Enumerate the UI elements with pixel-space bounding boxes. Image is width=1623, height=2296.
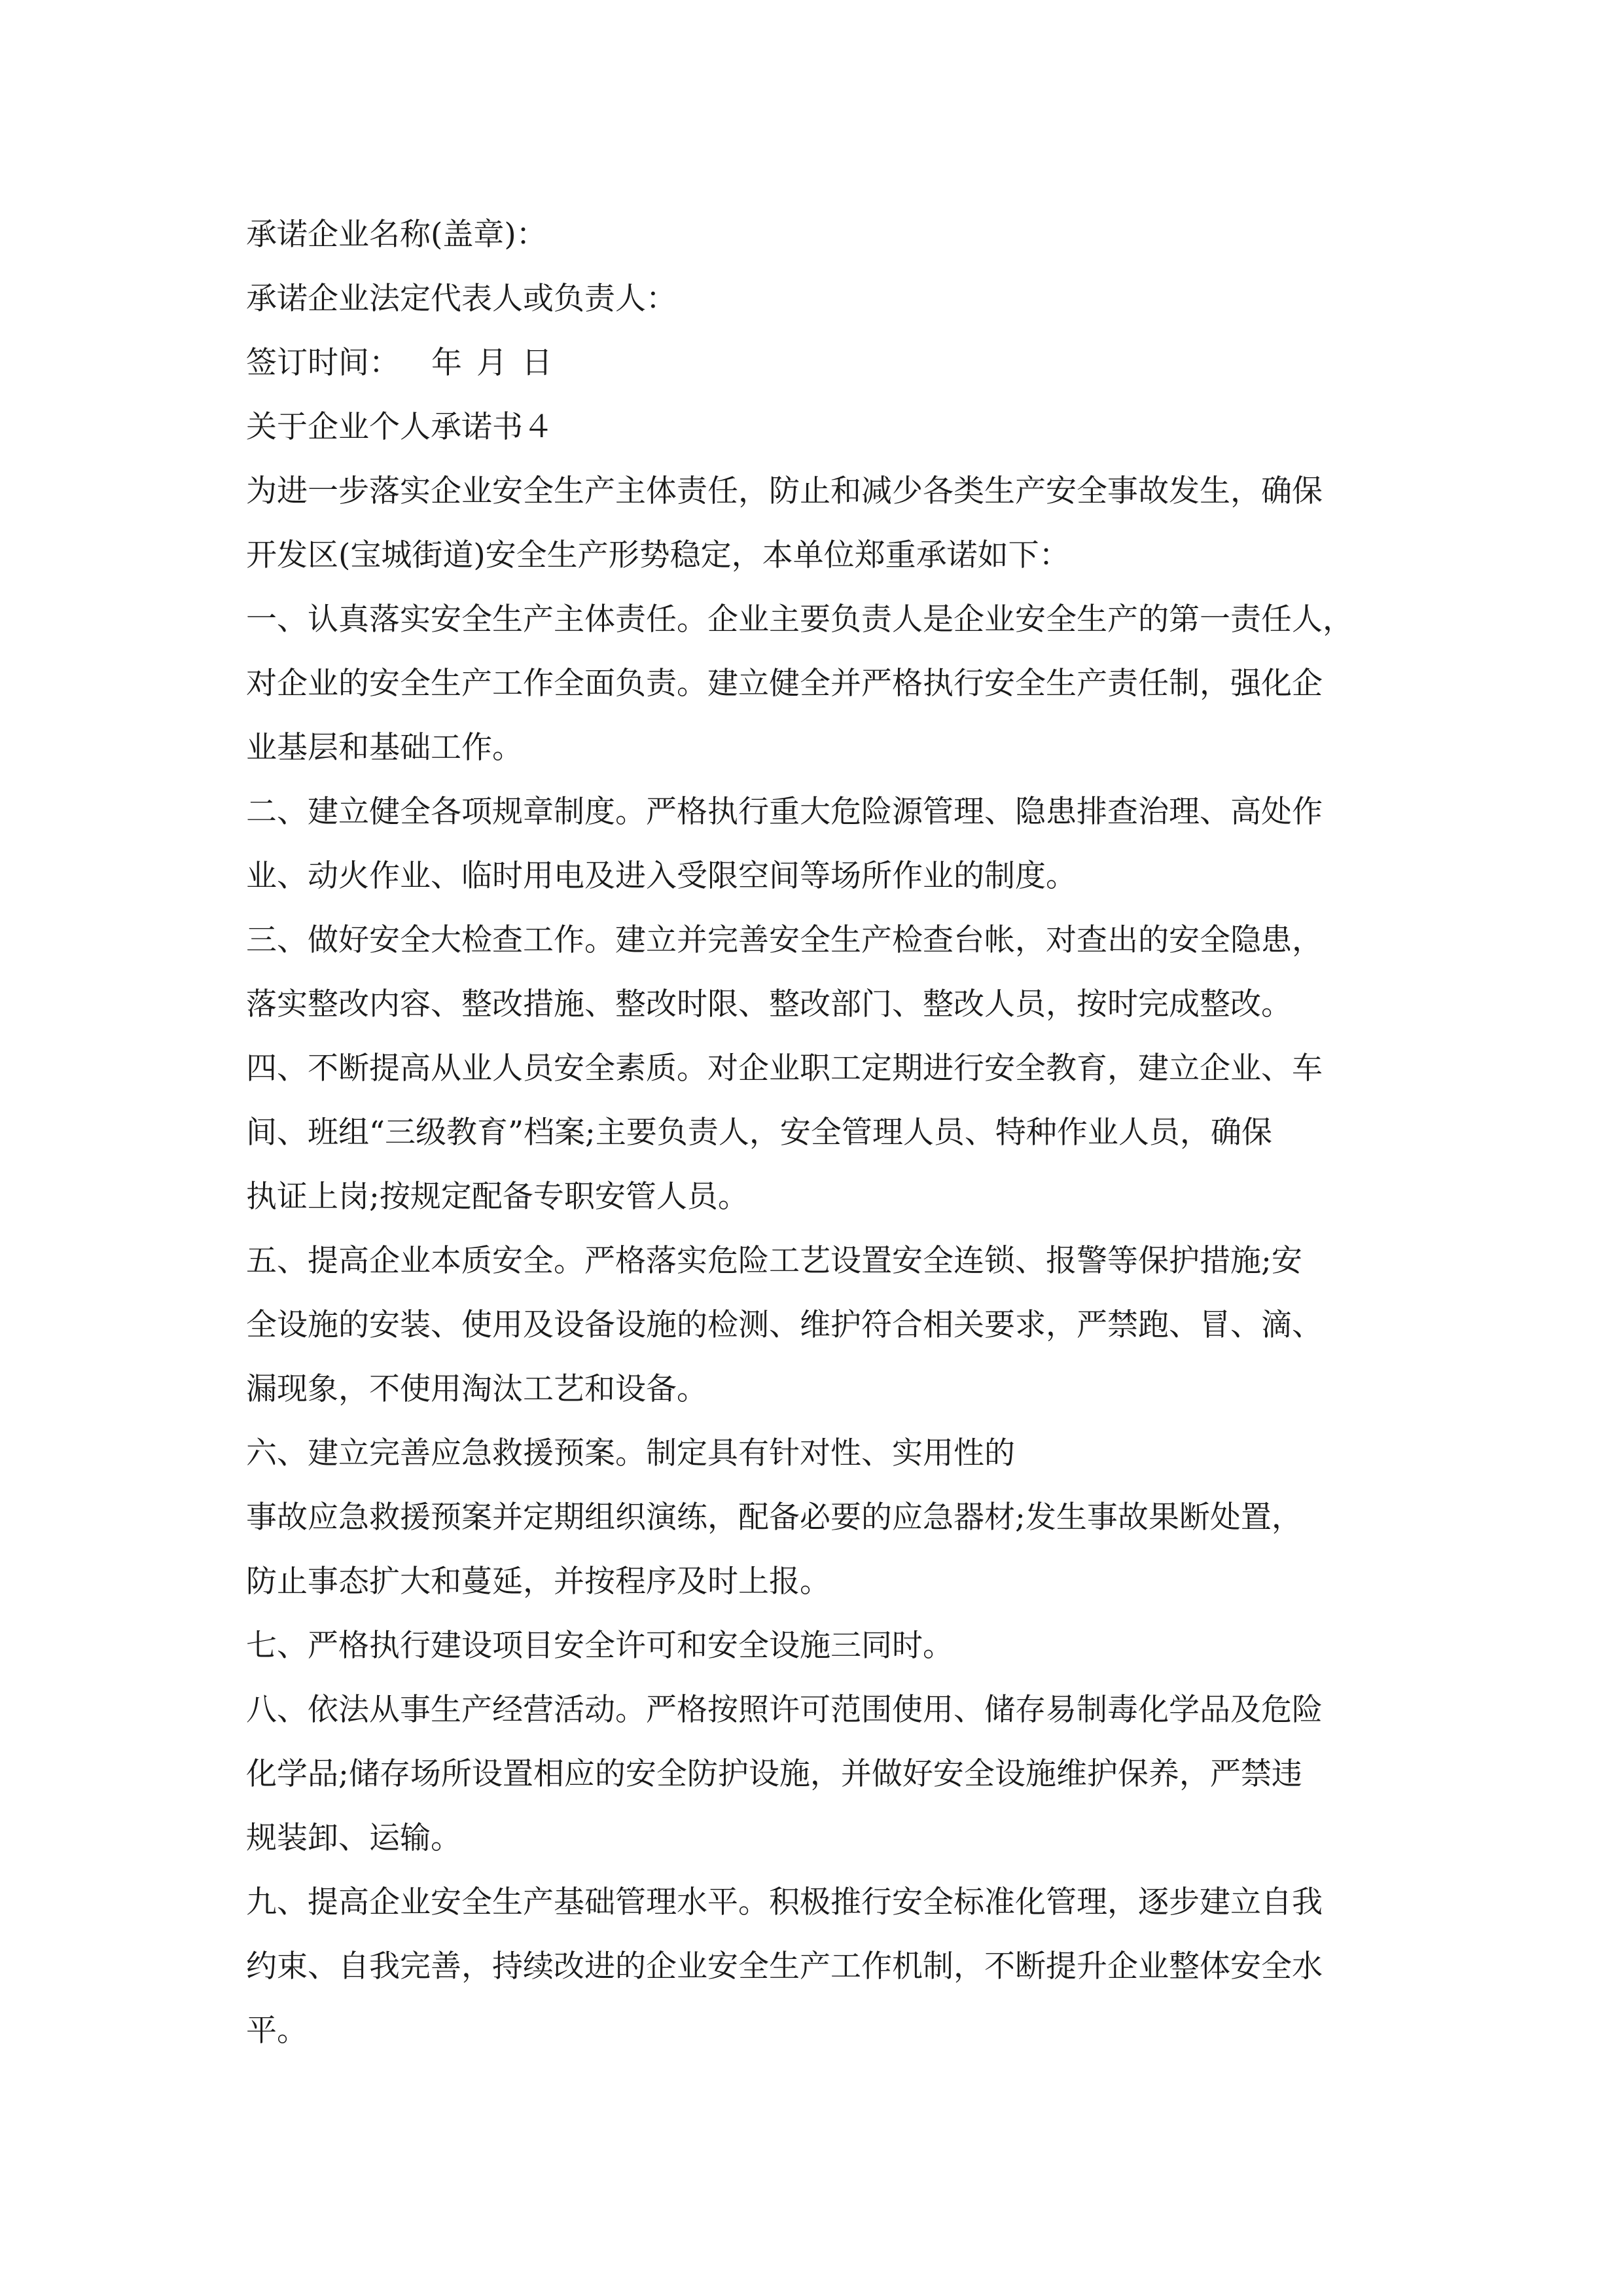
- legal-representative-line: 承诺企业法定代表人或负责人：: [246, 281, 677, 317]
- body-line: 为进一步落实企业安全生产主体责任，防止和减少各类生产安全事故发生，确保: [246, 473, 1323, 509]
- body-line: 九、提高企业安全生产基础管理水平。积极推行安全标准化管理，逐步建立自我: [246, 1884, 1323, 1920]
- body-line: 业基层和基础工作。: [246, 730, 523, 766]
- sign-date-line: [246, 331, 1398, 395]
- body-line: 落实整改内容、整改措施、整改时限、整改部门、整改人员，按时完成整改。: [246, 986, 1292, 1022]
- body-line: 六、建立完善应急救援预案。制定具有针对性、实用性的: [246, 1435, 1015, 1471]
- body-line: 漏现象，不使用淘汰工艺和设备。: [246, 1371, 707, 1407]
- body-line: 执证上岗;按规定配备专职安管人员。: [246, 1179, 749, 1215]
- body-line: 八、依法从事生产经营活动。严格按照许可范围使用、储存易制毒化学品及危险: [246, 1692, 1323, 1728]
- body-line: 规装卸、运输。: [246, 1820, 461, 1856]
- body-line: 三、做好安全大检查工作。建立并完善安全生产检查台帐，对查出的安全隐患，: [246, 922, 1323, 958]
- body-line: 七、严格执行建设项目安全许可和安全设施三同时。: [246, 1628, 954, 1664]
- sign-date-label: 签订时间：: [246, 345, 400, 381]
- body-line: 五、提高企业本质安全。严格落实危险工艺设置安全连锁、报警等保护措施;安: [246, 1243, 1302, 1279]
- body-line: 开发区(宝城街道)安全生产形势稳定，本单位郑重承诺如下：: [246, 537, 1070, 573]
- sign-date-day: 日: [522, 345, 552, 381]
- company-name-line: 承诺企业名称(盖章)：: [246, 217, 547, 253]
- body-line: 四、不断提高从业人员安全素质。对企业职工定期进行安全教育，建立企业、车: [246, 1050, 1323, 1086]
- body-line: 二、建立健全各项规章制度。严格执行重大危险源管理、隐患排查治理、高处作: [246, 794, 1323, 830]
- body-line: 事故应急救援预案并定期组织演练，配备必要的应急器材;发生事故果断处置，: [246, 1499, 1302, 1535]
- body-line: 一、认真落实安全生产主体责任。企业主要负责人是企业安全生产的第一责任人，: [246, 601, 1353, 637]
- body-line: 对企业的安全生产工作全面负责。建立健全并严格执行安全生产责任制，强化企: [246, 666, 1323, 702]
- document-body: [246, 203, 1398, 2063]
- body-line: 业、动火作业、临时用电及进入受限空间等场所作业的制度。: [246, 858, 1077, 894]
- body-line: 化学品;储存场所设置相应的安全防护设施，并做好安全设施维护保养，严禁违: [246, 1756, 1302, 1792]
- body-line: 平。: [246, 2013, 308, 2049]
- sign-date-month: 月: [476, 345, 507, 381]
- body-line: 间、班组“三级教育”档案;主要负责人，安全管理人员、特种作业人员，确保: [246, 1115, 1272, 1151]
- body-line: 防止事态扩大和蔓延，并按程序及时上报。: [246, 1564, 830, 1600]
- document-title: 关于企业个人承诺书４: [246, 409, 554, 445]
- body-line: 全设施的安装、使用及设备设施的检测、维护符合相关要求，严禁跑、冒、滴、: [246, 1307, 1323, 1343]
- sign-date-year: 年: [431, 345, 462, 381]
- body-line: 约束、自我完善，持续改进的企业安全生产工作机制，不断提升企业整体安全水: [246, 1948, 1323, 1984]
